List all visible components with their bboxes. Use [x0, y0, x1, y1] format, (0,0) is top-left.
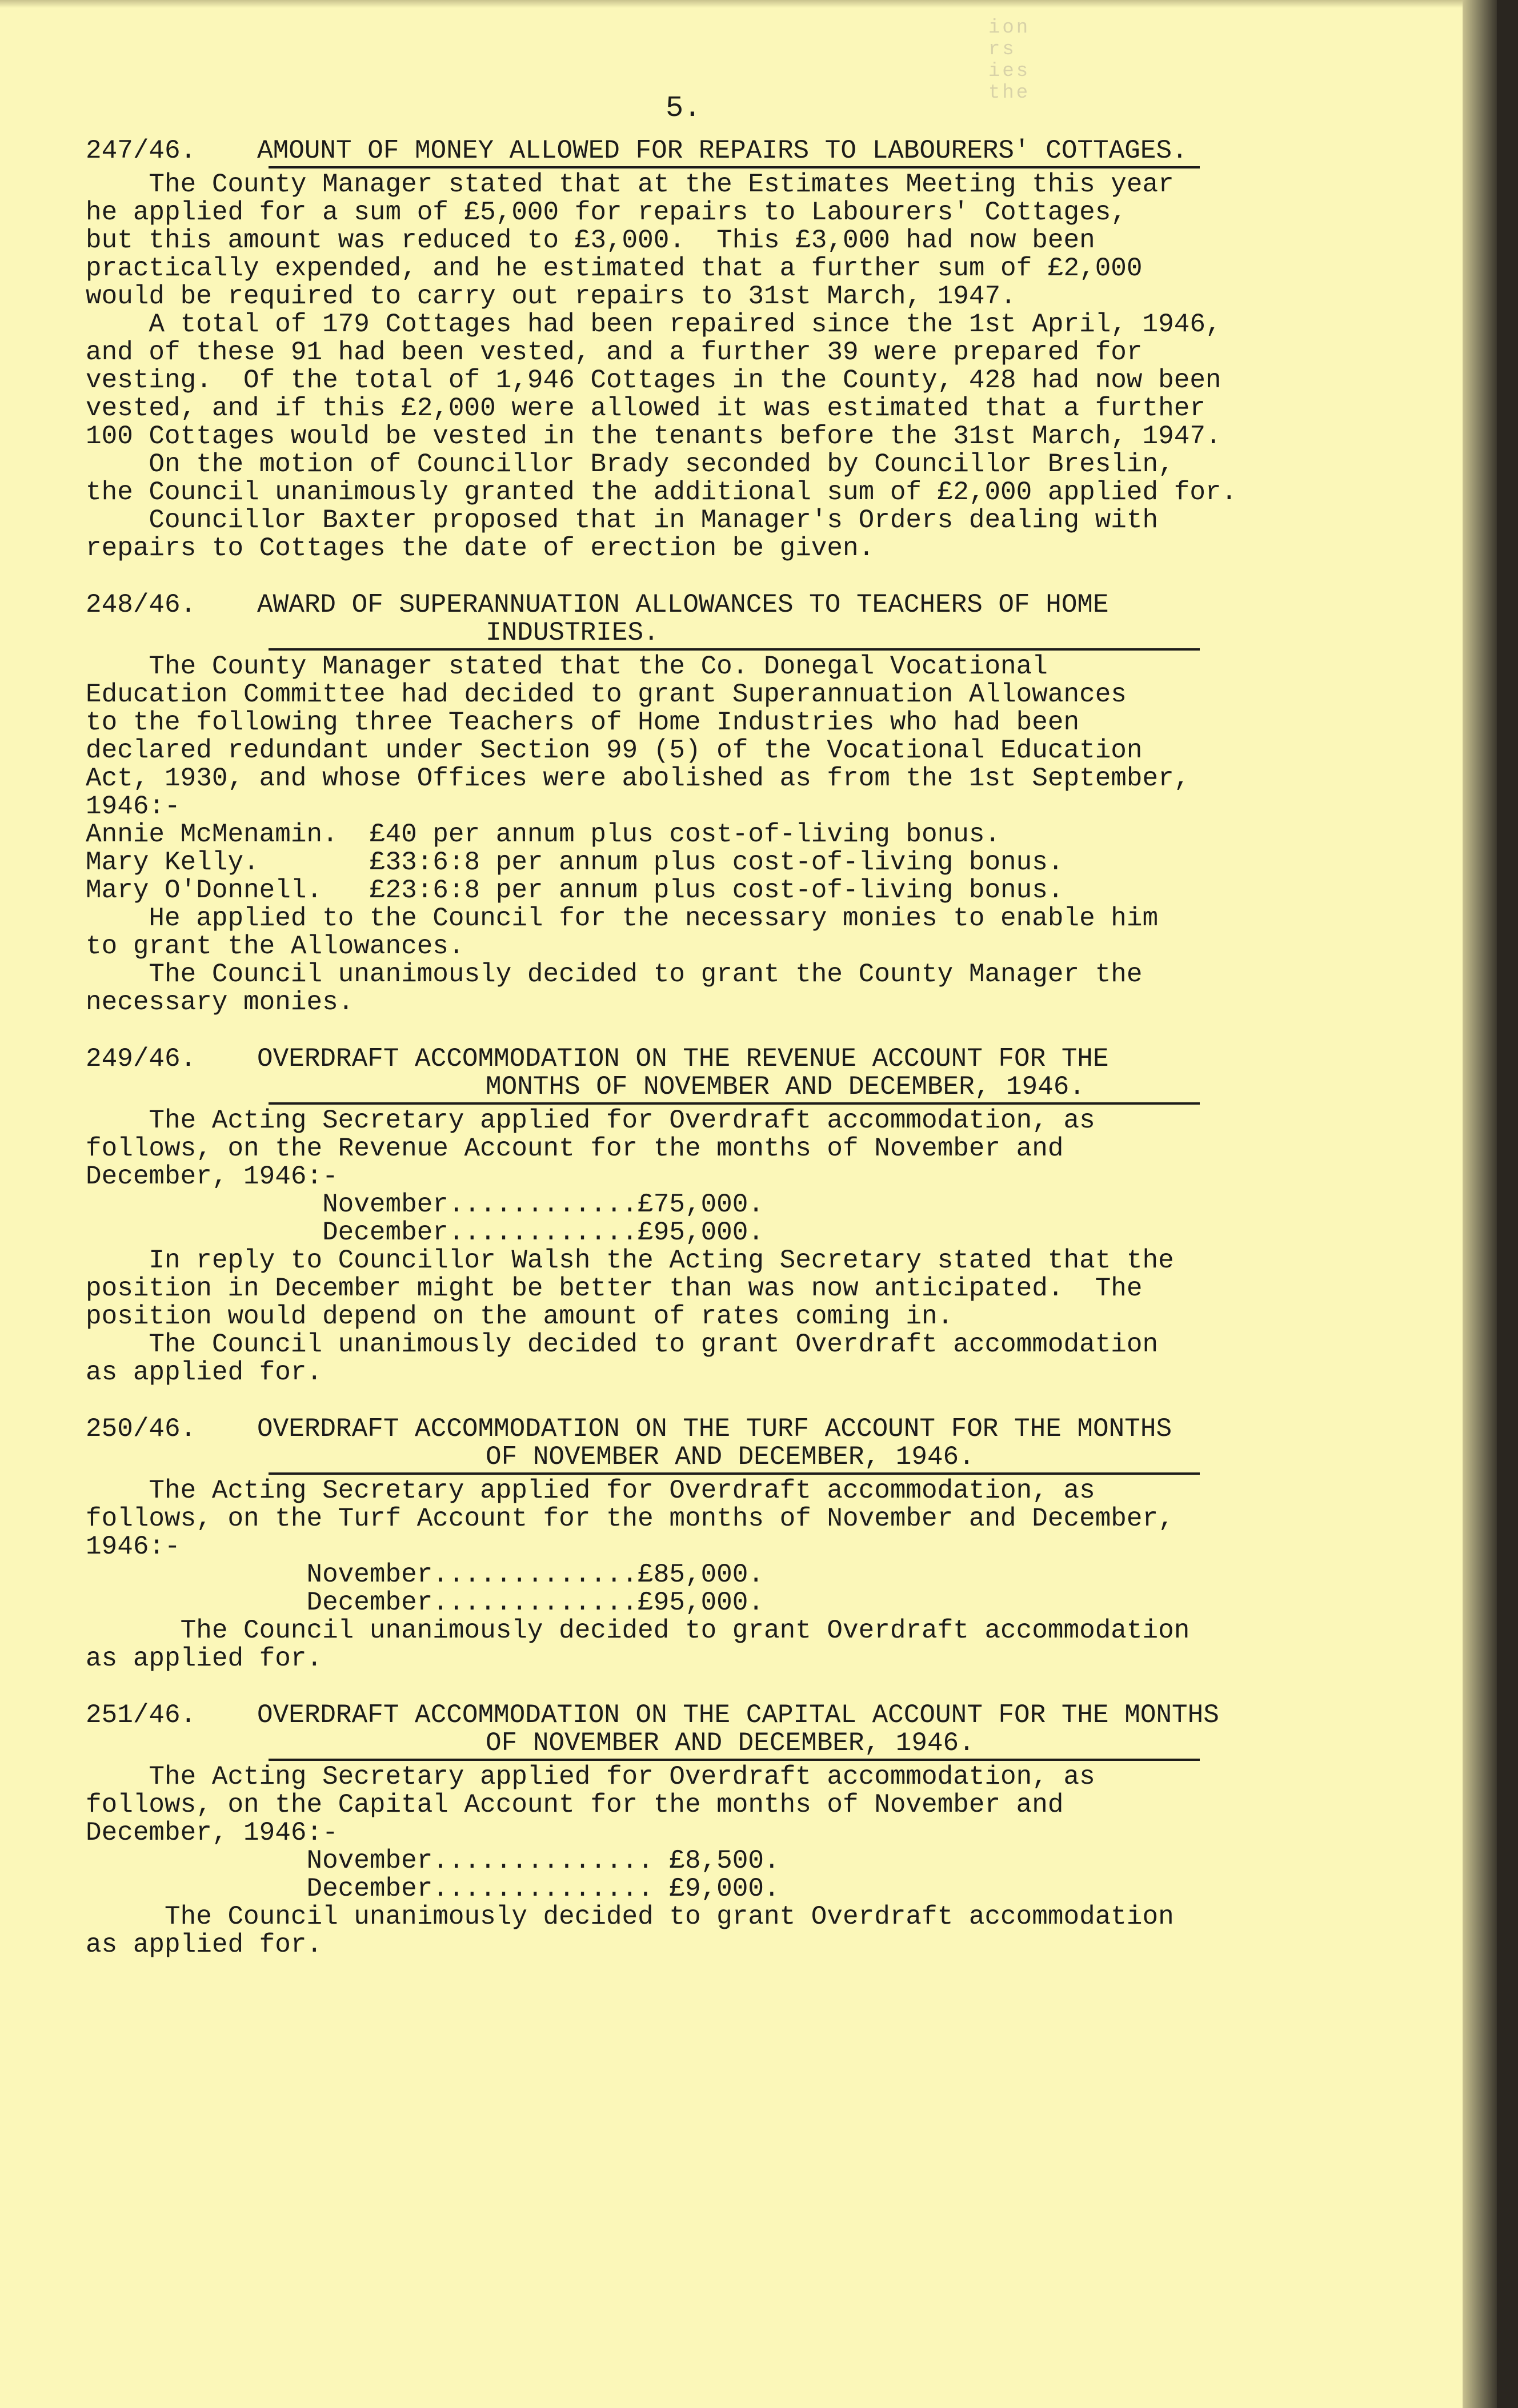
text-line: but this amount was reduced to £3,000. This £3,000 had now been	[86, 226, 1095, 255]
minute-heading	[86, 591, 1314, 651]
minute-item	[86, 591, 1314, 1017]
text-line: November.............£85,000.	[86, 1560, 764, 1590]
minute-title: AWARD OF SUPERANNUATION ALLOWANCES TO TEACHERS OF HOME	[257, 590, 1109, 620]
text-line: repairs to Cottages the date of erection be given.	[86, 533, 875, 563]
text-line: and of these 91 had been vested, and a further 39 were prepared for	[86, 338, 1143, 367]
text-line: necessary monies.	[86, 988, 354, 1017]
text-line: the Council unanimously granted the additional sum of £2,000 applied for.	[86, 477, 1237, 507]
text-line: On the motion of Councillor Brady seconded by Councillor Breslin,	[86, 450, 1174, 479]
text-line: December.............£95,000.	[86, 1588, 764, 1618]
text-line: December.............. £9,000.	[86, 1874, 780, 1904]
title-underline	[269, 1102, 1200, 1105]
text-line: vested, and if this £2,000 were allowed it was estimated that a further	[86, 394, 1205, 423]
text-line: Mary Kelly. £33:6:8 per annum plus cost-of-living bonus.	[86, 848, 1064, 877]
text-line: position would depend on the amount of rates coming in.	[86, 1302, 954, 1331]
title-underline	[269, 648, 1200, 651]
text-line: December, 1946:-	[86, 1162, 338, 1191]
text-line: 100 Cottages would be vested in the tenants before the 31st March, 1947.	[86, 422, 1221, 451]
text-line: The Acting Secretary applied for Overdraft accommodation, as	[86, 1762, 1095, 1792]
minute-item	[86, 137, 1314, 563]
text-line: The Acting Secretary applied for Overdraft accommodation, as	[86, 1476, 1095, 1506]
page-edge	[0, 0, 1497, 8]
bleed-through-text: ion rs ies the	[988, 17, 1031, 104]
text-line: November.............. £8,500.	[86, 1846, 780, 1876]
text-line: to the following three Teachers of Home Industries who had been	[86, 708, 1080, 737]
text-line: Annie McMenamin. £40 per annum plus cost-of-living bonus.	[86, 820, 1001, 849]
minute-title: INDUSTRIES.	[486, 618, 659, 648]
text-line: declared redundant under Section 99 (5) of the Vocational Education	[86, 736, 1143, 765]
text-line: follows, on the Revenue Account for the months of November and	[86, 1134, 1064, 1163]
minute-title: OVERDRAFT ACCOMMODATION ON THE CAPITAL ACCOUNT FOR THE MONTHS	[257, 1700, 1219, 1730]
minute-heading	[86, 1415, 1314, 1475]
text-line: He applied to the Council for the necessary monies to enable him	[86, 904, 1159, 933]
book-binding	[1463, 0, 1497, 2408]
minute-title: OF NOVEMBER AND DECEMBER, 1946.	[486, 1728, 975, 1758]
minute-heading	[86, 137, 1314, 168]
text-line: as applied for.	[86, 1644, 323, 1673]
minute-heading	[86, 1701, 1314, 1761]
minute-number: 250/46.	[86, 1414, 197, 1444]
minute-item	[86, 1045, 1314, 1387]
minute-number: 247/46.	[86, 136, 197, 166]
text-line: as applied for.	[86, 1358, 323, 1387]
text-line: position in December might be better than was now anticipated. The	[86, 1274, 1143, 1303]
text-line: Education Committee had decided to grant Superannuation Allowances	[86, 680, 1127, 709]
page-number: 5.	[666, 91, 702, 125]
text-line: vesting. Of the total of 1,946 Cottages in the County, 428 had now been	[86, 366, 1221, 395]
minutes-body	[86, 137, 1314, 1988]
minute-title: OVERDRAFT ACCOMMODATION ON THE TURF ACCOUNT FOR THE MONTHS	[257, 1414, 1172, 1444]
text-line: practically expended, and he estimated that a further sum of £2,000	[86, 254, 1143, 283]
text-line: as applied for.	[86, 1930, 323, 1960]
minute-number: 251/46.	[86, 1700, 197, 1730]
text-line: follows, on the Capital Account for the months of November and	[86, 1790, 1064, 1820]
text-line: 1946:-	[86, 1532, 181, 1562]
text-line: he applied for a sum of £5,000 for repairs to Labourers' Cottages,	[86, 198, 1127, 227]
minute-title: OVERDRAFT ACCOMMODATION ON THE REVENUE ACCOUNT FOR THE	[257, 1044, 1109, 1074]
minute-number: 248/46.	[86, 590, 197, 620]
text-line: The Council unanimously decided to grant the County Manager the	[86, 960, 1143, 989]
text-line: follows, on the Turf Account for the months of November and December,	[86, 1504, 1174, 1534]
text-line: Act, 1930, and whose Offices were abolished as from the 1st September,	[86, 764, 1190, 793]
text-line: In reply to Councillor Walsh the Acting Secretary stated that the	[86, 1246, 1174, 1275]
text-line: The County Manager stated that at the Estimates Meeting this year	[86, 170, 1174, 199]
minute-title: OF NOVEMBER AND DECEMBER, 1946.	[486, 1442, 975, 1472]
text-line: The County Manager stated that the Co. Donegal Vocational	[86, 652, 1048, 681]
minute-item	[86, 1415, 1314, 1673]
text-line: would be required to carry out repairs to 31st March, 1947.	[86, 282, 1016, 311]
minute-title: AMOUNT OF MONEY ALLOWED FOR REPAIRS TO LABOURERS' COTTAGES.	[257, 136, 1188, 166]
text-line: The Council unanimously decided to grant Overdraft accommodation	[86, 1902, 1174, 1932]
text-line: The Council unanimously decided to grant Overdraft accommodation	[86, 1330, 1159, 1359]
text-line: November............£75,000.	[86, 1190, 764, 1219]
title-underline	[269, 166, 1200, 168]
text-line: 1946:-	[86, 792, 181, 821]
text-line: The Acting Secretary applied for Overdraft accommodation, as	[86, 1106, 1095, 1135]
text-line: A total of 179 Cottages had been repaired since the 1st April, 1946,	[86, 310, 1221, 339]
text-line: December............£95,000.	[86, 1218, 764, 1247]
title-underline	[269, 1759, 1200, 1761]
text-line: to grant the Allowances.	[86, 932, 464, 961]
text-line: The Council unanimously decided to grant Overdraft accommodation	[86, 1616, 1190, 1646]
minute-heading	[86, 1045, 1314, 1105]
title-underline	[269, 1472, 1200, 1475]
text-line: Councillor Baxter proposed that in Manager's Orders dealing with	[86, 505, 1159, 535]
minute-item	[86, 1701, 1314, 1959]
minute-number: 249/46.	[86, 1044, 197, 1074]
text-line: December, 1946:-	[86, 1818, 338, 1848]
text-line: Mary O'Donnell. £23:6:8 per annum plus cost-of-living bonus.	[86, 876, 1064, 905]
minute-title: MONTHS OF NOVEMBER AND DECEMBER, 1946.	[486, 1072, 1085, 1102]
